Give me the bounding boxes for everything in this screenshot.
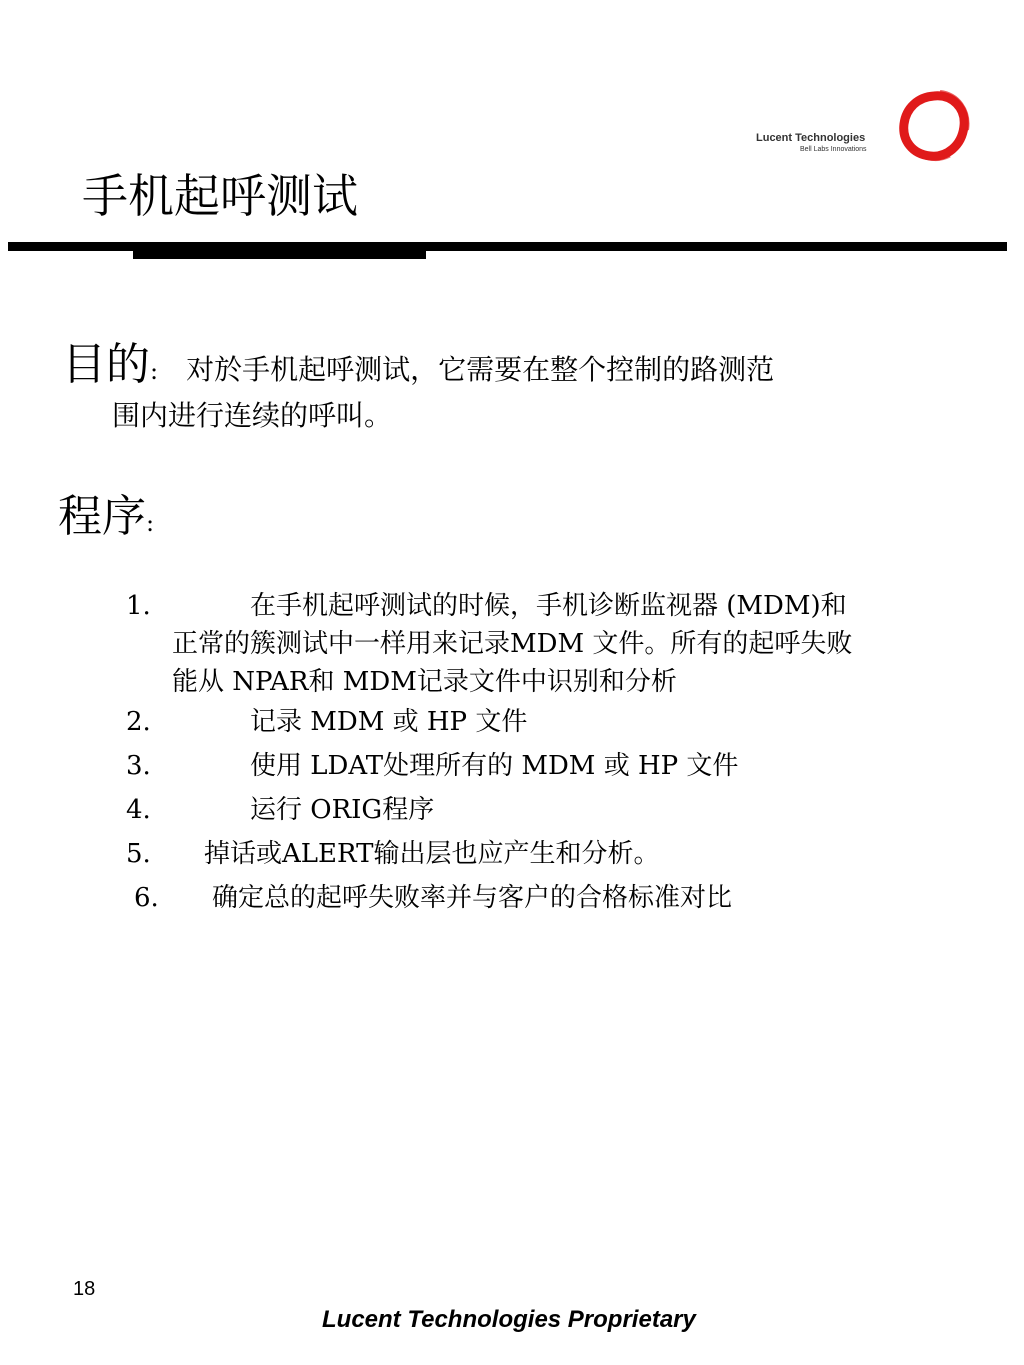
logo-tagline: Bell Labs Innovations (800, 146, 867, 153)
procedure-heading-row (58, 480, 154, 544)
step-text: 记录 MDM 或 HP 文件 (250, 707, 528, 737)
step-text: 能从 NPAR和 MDM记录文件中识别和分析 (172, 667, 677, 697)
purpose-section (62, 328, 962, 434)
purpose-text-line1: 对於手机起呼测试，它需要在整个控制的路测范 (186, 353, 775, 386)
step-number: 3. (126, 751, 151, 781)
step-number: 1. (126, 591, 151, 621)
procedure-heading: 程序 (58, 491, 146, 542)
step-text: 使用 LDAT处理所有的 MDM 或 HP 文件 (250, 751, 739, 781)
slide-title: 手机起呼测试 (82, 169, 358, 223)
step-number: 2. (126, 707, 151, 737)
step-number: 4. (126, 795, 151, 825)
purpose-heading: 目的 (62, 339, 150, 390)
step-text: 运行 ORIG程序 (250, 795, 435, 825)
page-number: 18 (73, 1278, 96, 1300)
footer-proprietary: Lucent Technologies Proprietary (322, 1306, 696, 1333)
step-number: 6. (134, 883, 159, 913)
logo-company-name: Lucent Technologies (756, 132, 866, 144)
step-number: 5. (126, 839, 151, 869)
step-text: 在手机起呼测试的时候，手机诊断监视器 (MDM)和 (250, 591, 847, 621)
lucent-ring-icon (894, 86, 974, 166)
purpose-colon: : (150, 357, 159, 385)
step-text: 掉话或ALERT输出层也应产生和分析。 (204, 839, 660, 869)
title-rule-thick (8, 242, 1007, 251)
purpose-text-line2: 围内进行连续的呼叫。 (112, 399, 393, 432)
step-text: 确定总的起呼失败率并与客户的合格标准对比 (212, 883, 733, 913)
lucent-logo (752, 86, 974, 166)
procedure-colon: : (146, 509, 155, 537)
title-rule-accent (133, 251, 426, 259)
step-text: 正常的簇测试中一样用来记录MDM 文件。所有的起呼失败 (172, 629, 853, 659)
